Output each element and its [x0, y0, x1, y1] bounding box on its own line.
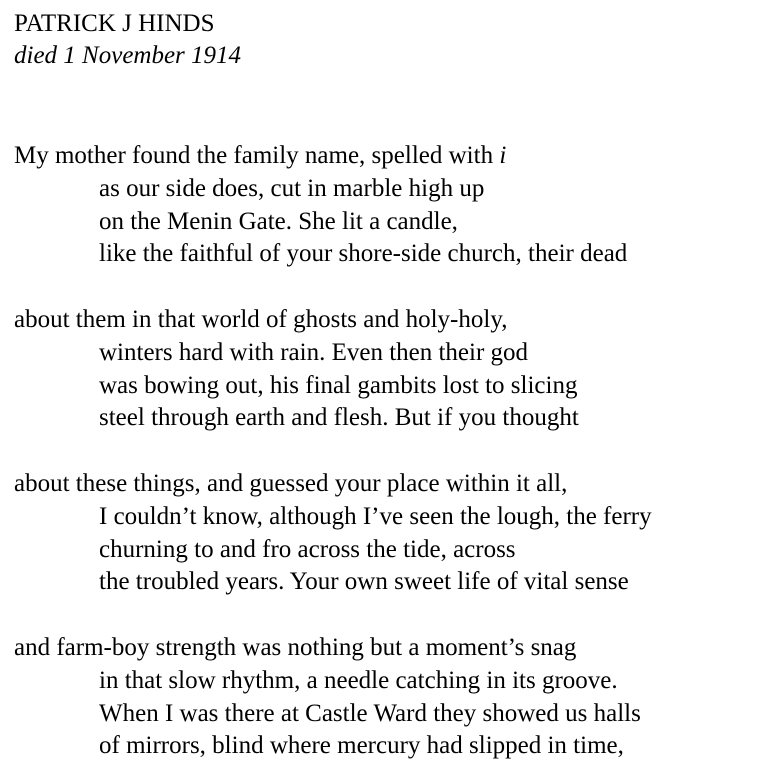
stanza-4	[14, 632, 754, 763]
stanza-4-line-1: and farm-boy strength was nothing but a moment’s snag	[14, 634, 577, 661]
stanza-1-line-1	[14, 140, 754, 173]
stanza-3-line-1: about these things, and guessed your place within it all,	[14, 470, 568, 497]
stanza-4-line-3: When I was there at Castle Ward they showed us halls	[99, 699, 641, 727]
stanza-4-line-2: in that slow rhythm, a needle catching in its groove.	[99, 666, 618, 694]
stanza-3-line-3: churning to and fro across the tide, across	[99, 535, 516, 563]
stanza-3-line-2: I couldn’t know, although I’ve seen the lough, the ferry	[99, 502, 652, 530]
stanza-1-line-4: like the faithful of your shore-side church, their dead	[99, 240, 628, 268]
stanza-2-line-1: about them in that world of ghosts and holy-holy,	[14, 306, 508, 333]
italic-letter: i	[499, 142, 507, 169]
stanza-1	[14, 140, 754, 271]
stanza-2	[14, 304, 754, 435]
stanza-3-line-4: the troubled years. Your own sweet life of vital sense	[99, 568, 629, 596]
poem-title: PATRICK J HINDS	[14, 10, 215, 37]
stanza-1-line-3: on the Menin Gate. She lit a candle,	[99, 207, 458, 235]
stanza-3	[14, 468, 754, 599]
stanza-2-line-2: winters hard with rain. Even then their god	[99, 338, 529, 366]
line-text: My mother found the family name, spelled with	[14, 142, 500, 169]
stanza-2-line-4: steel through earth and flesh. But if you thought	[99, 404, 579, 432]
stanza-1-line-2: as our side does, cut in marble high up	[99, 174, 485, 202]
stanza-4-line-4: of mirrors, blind where mercury had slipped in time,	[99, 732, 624, 760]
poem-subtitle: died 1 November 1914	[14, 42, 242, 69]
stanza-2-line-3: was bowing out, his final gambits lost to slicing	[99, 371, 578, 399]
